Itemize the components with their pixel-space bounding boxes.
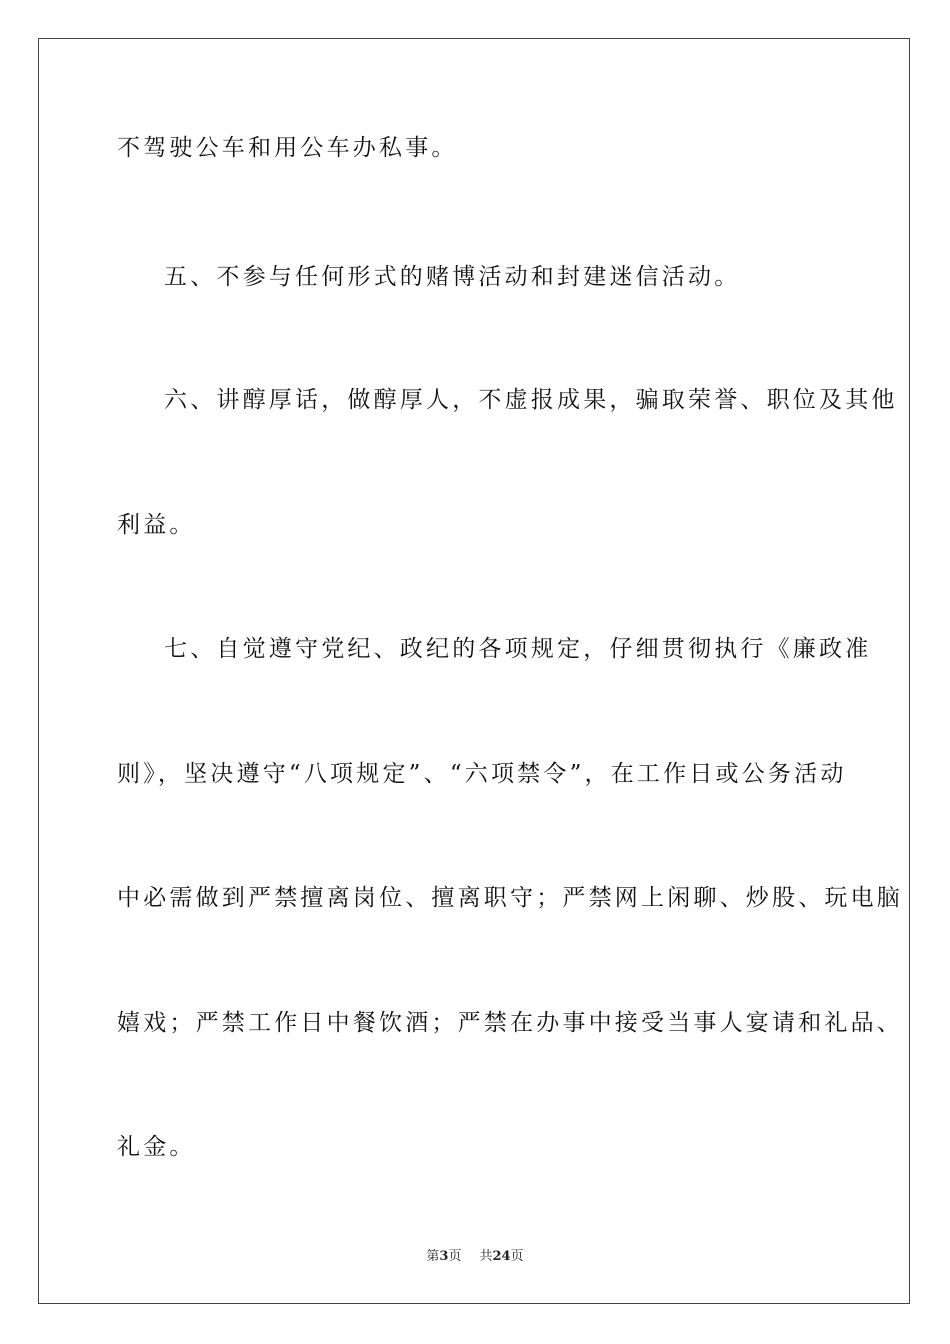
paragraph-five: 五、不参与任何形式的赌博活动和封建迷信活动。 (164, 264, 741, 290)
footer-page-prefix: 第 (426, 1249, 440, 1264)
footer-page-number: 3 (439, 1249, 449, 1264)
footer-total-suffix: 页 (510, 1249, 524, 1264)
paragraph-six-line-2: 利益。 (117, 512, 196, 538)
footer-page-suffix: 页 (448, 1249, 462, 1264)
page-footer (0, 1248, 950, 1266)
footer-total-pages: 24 (492, 1249, 511, 1264)
paragraph-seven-line-1: 七、自觉遵守党纪、政纪的各项规定，仔细贯彻执行《廉政准 (164, 636, 872, 662)
paragraph-seven-line-2: 则》，坚决遵守“八项规定”、“六项禁令”，在工作日或公务活动 (117, 761, 847, 787)
paragraph-seven-line-5: 礼金。 (117, 1134, 196, 1160)
page-border (38, 38, 910, 1304)
paragraph-six-line-1: 六、讲醇厚话，做醇厚人，不虚报成果，骗取荣誉、职位及其他 (164, 387, 898, 413)
footer-total-prefix: 共 (479, 1249, 493, 1264)
text-line-1: 不驾驶公车和用公车办私事。 (117, 135, 458, 161)
paragraph-seven-line-4: 嬉戏；严禁工作日中餐饮酒；严禁在办事中接受当事人宴请和礼品、 (117, 1010, 903, 1036)
paragraph-seven-line-3: 中必需做到严禁擅离岗位、擅离职守；严禁网上闲聊、炒股、玩电脑 (117, 885, 903, 911)
